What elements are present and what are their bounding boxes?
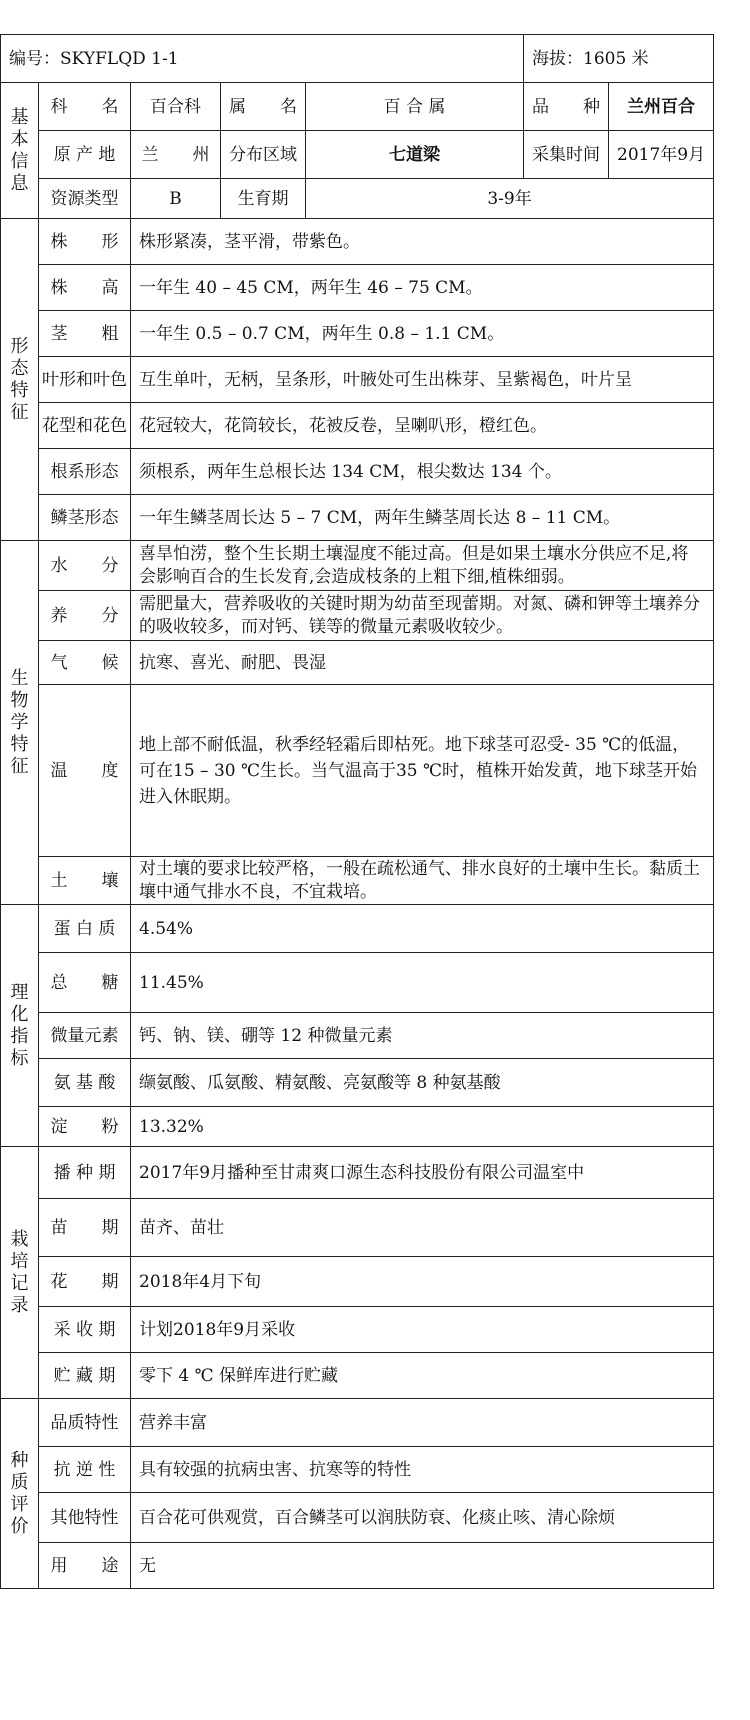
morph-label: 株 形: [39, 219, 131, 265]
eval-label: 用 途: [39, 1543, 131, 1589]
chem-value: 11.45%: [131, 953, 714, 1013]
bio-row: [1, 591, 714, 641]
morph-row: [1, 219, 714, 265]
chem-row: [1, 1107, 714, 1147]
cult-label: 贮 藏 期: [39, 1353, 131, 1399]
morph-row: [1, 449, 714, 495]
section-evaluation: 种质评价: [1, 1399, 39, 1589]
cult-label: 采 收 期: [39, 1307, 131, 1353]
morph-label: 根系形态: [39, 449, 131, 495]
morph-row: [1, 357, 714, 403]
chem-value: 钙、钠、镁、硼等 12 种微量元素: [131, 1013, 714, 1059]
morph-row: [1, 403, 714, 449]
chem-row: [1, 1013, 714, 1059]
growth-period-value: 3-9年: [306, 179, 714, 219]
resource-type-value: B: [131, 179, 221, 219]
family-label: 科 名: [39, 83, 131, 131]
bio-row: [1, 641, 714, 685]
morph-value: 须根系，两年生总根长达 134 CM，根尖数达 134 个。: [131, 449, 714, 495]
chem-label: 氨 基 酸: [39, 1059, 131, 1107]
bio-row: [1, 857, 714, 905]
distribution-value: 七道梁: [306, 131, 524, 179]
basic-row-1: [1, 83, 714, 131]
eval-row: [1, 1543, 714, 1589]
cult-value: 苗齐、苗壮: [131, 1199, 714, 1257]
altitude-cell: 海拔：1605 米: [524, 35, 714, 83]
chem-label: 总 糖: [39, 953, 131, 1013]
bio-row: [1, 685, 714, 857]
morph-label: 花型和花色: [39, 403, 131, 449]
eval-row: [1, 1399, 714, 1447]
eval-value: 营养丰富: [131, 1399, 714, 1447]
bio-label: 土 壤: [39, 857, 131, 905]
eval-value: 百合花可供观赏，百合鳞茎可以润肤防衰、化痰止咳、清心除烦: [131, 1493, 714, 1543]
morph-value: 株形紧凑，茎平滑，带紫色。: [131, 219, 714, 265]
family-value: 百合科: [131, 83, 221, 131]
chem-row: [1, 953, 714, 1013]
morph-label: 叶形和叶色: [39, 357, 131, 403]
collect-time-label: 采集时间: [524, 131, 609, 179]
basic-row-3: [1, 179, 714, 219]
morph-value: 一年生 40 – 45 CM，两年生 46 – 75 CM。: [131, 265, 714, 311]
chem-label: 蛋 白 质: [39, 905, 131, 953]
morph-value: 互生单叶，无柄，呈条形，叶腋处可生出株芽、呈紫褐色，叶片呈: [131, 357, 714, 403]
bio-value: 喜旱怕涝，整个生长期土壤湿度不能过高。但是如果土壤水分供应不足,将会影响百合的生长发育,会造成枝条的上粗下细,植株细弱。: [131, 541, 714, 591]
cult-value: 零下 4 ℃ 保鲜库进行贮藏: [131, 1353, 714, 1399]
eval-value: 具有较强的抗病虫害、抗寒等的特性: [131, 1447, 714, 1493]
eval-row: [1, 1493, 714, 1543]
resource-type-label: 资源类型: [39, 179, 131, 219]
eval-row: [1, 1447, 714, 1493]
morph-row: [1, 311, 714, 357]
chem-row: [1, 1059, 714, 1107]
bio-row: [1, 541, 714, 591]
chem-row: [1, 905, 714, 953]
cult-row: [1, 1199, 714, 1257]
section-morphology: 形态特征: [1, 219, 39, 541]
bio-value: 抗寒、喜光、耐肥、畏湿: [131, 641, 714, 685]
chem-value: 4.54%: [131, 905, 714, 953]
bio-label: 养 分: [39, 591, 131, 641]
code-cell: 编号：SKYFLQD 1-1: [1, 35, 524, 83]
genus-value: 百 合 属: [306, 83, 524, 131]
section-physchem: 理化指标: [1, 905, 39, 1147]
section-basic-info: 基本信息: [1, 83, 39, 219]
cult-row: [1, 1257, 714, 1307]
cult-row: [1, 1307, 714, 1353]
cult-label: 苗 期: [39, 1199, 131, 1257]
collect-time-value: 2017年9月: [609, 131, 714, 179]
bio-label: 气 候: [39, 641, 131, 685]
morph-value: 一年生 0.5 – 0.7 CM，两年生 0.8 – 1.1 CM。: [131, 311, 714, 357]
bio-label: 温 度: [39, 685, 131, 857]
cult-row: [1, 1147, 714, 1199]
distribution-label: 分布区域: [221, 131, 306, 179]
genus-label: 属 名: [221, 83, 306, 131]
origin-value: 兰 州: [131, 131, 221, 179]
morph-row: [1, 265, 714, 311]
cult-label: 播 种 期: [39, 1147, 131, 1199]
cult-value: 计划2018年9月采收: [131, 1307, 714, 1353]
morph-value: 一年生鳞茎周长达 5 – 7 CM，两年生鳞茎周长达 8 – 11 CM。: [131, 495, 714, 541]
chem-label: 微量元素: [39, 1013, 131, 1059]
variety-label: 品 种: [524, 83, 609, 131]
cult-value: 2017年9月播种至甘肃爽口源生态科技股份有限公司温室中: [131, 1147, 714, 1199]
origin-label: 原 产 地: [39, 131, 131, 179]
header-row: [1, 35, 714, 83]
eval-label: 其他特性: [39, 1493, 131, 1543]
section-cultivation: 栽培记录: [1, 1147, 39, 1399]
section-biology: 生物学特征: [1, 541, 39, 905]
cult-row: [1, 1353, 714, 1399]
eval-label: 抗 逆 性: [39, 1447, 131, 1493]
chem-value: 缬氨酸、瓜氨酸、精氨酸、亮氨酸等 8 种氨基酸: [131, 1059, 714, 1107]
morph-row: [1, 495, 714, 541]
chem-label: 淀 粉: [39, 1107, 131, 1147]
variety-value: 兰州百合: [609, 83, 714, 131]
eval-value: 无: [131, 1543, 714, 1589]
morph-label: 茎 粗: [39, 311, 131, 357]
germplasm-record-sheet: [0, 34, 714, 1589]
cult-value: 2018年4月下旬: [131, 1257, 714, 1307]
eval-label: 品质特性: [39, 1399, 131, 1447]
cult-label: 花 期: [39, 1257, 131, 1307]
morph-label: 鳞茎形态: [39, 495, 131, 541]
bio-label: 水 分: [39, 541, 131, 591]
bio-value: 对土壤的要求比较严格，一般在疏松通气、排水良好的土壤中生长。黏质土壤中通气排水不良，不宜栽培。: [131, 857, 714, 905]
growth-period-label: 生育期: [221, 179, 306, 219]
basic-row-2: [1, 131, 714, 179]
bio-value: 需肥量大，营养吸收的关键时期为幼苗至现蕾期。对氮、磷和钾等土壤养分的吸收较多，而对钙、镁等的微量元素吸收较少。: [131, 591, 714, 641]
morph-value: 花冠较大，花筒较长，花被反卷，呈喇叭形，橙红色。: [131, 403, 714, 449]
morph-label: 株 高: [39, 265, 131, 311]
bio-value: 地上部不耐低温，秋季经轻霜后即枯死。地下球茎可忍受- 35 ℃的低温，可在15 – 30 ℃生长。当气温高于35 ℃时，植株开始发黄，地下球茎开始进入休眠期。: [131, 685, 714, 857]
record-table: [0, 34, 714, 1589]
chem-value: 13.32%: [131, 1107, 714, 1147]
